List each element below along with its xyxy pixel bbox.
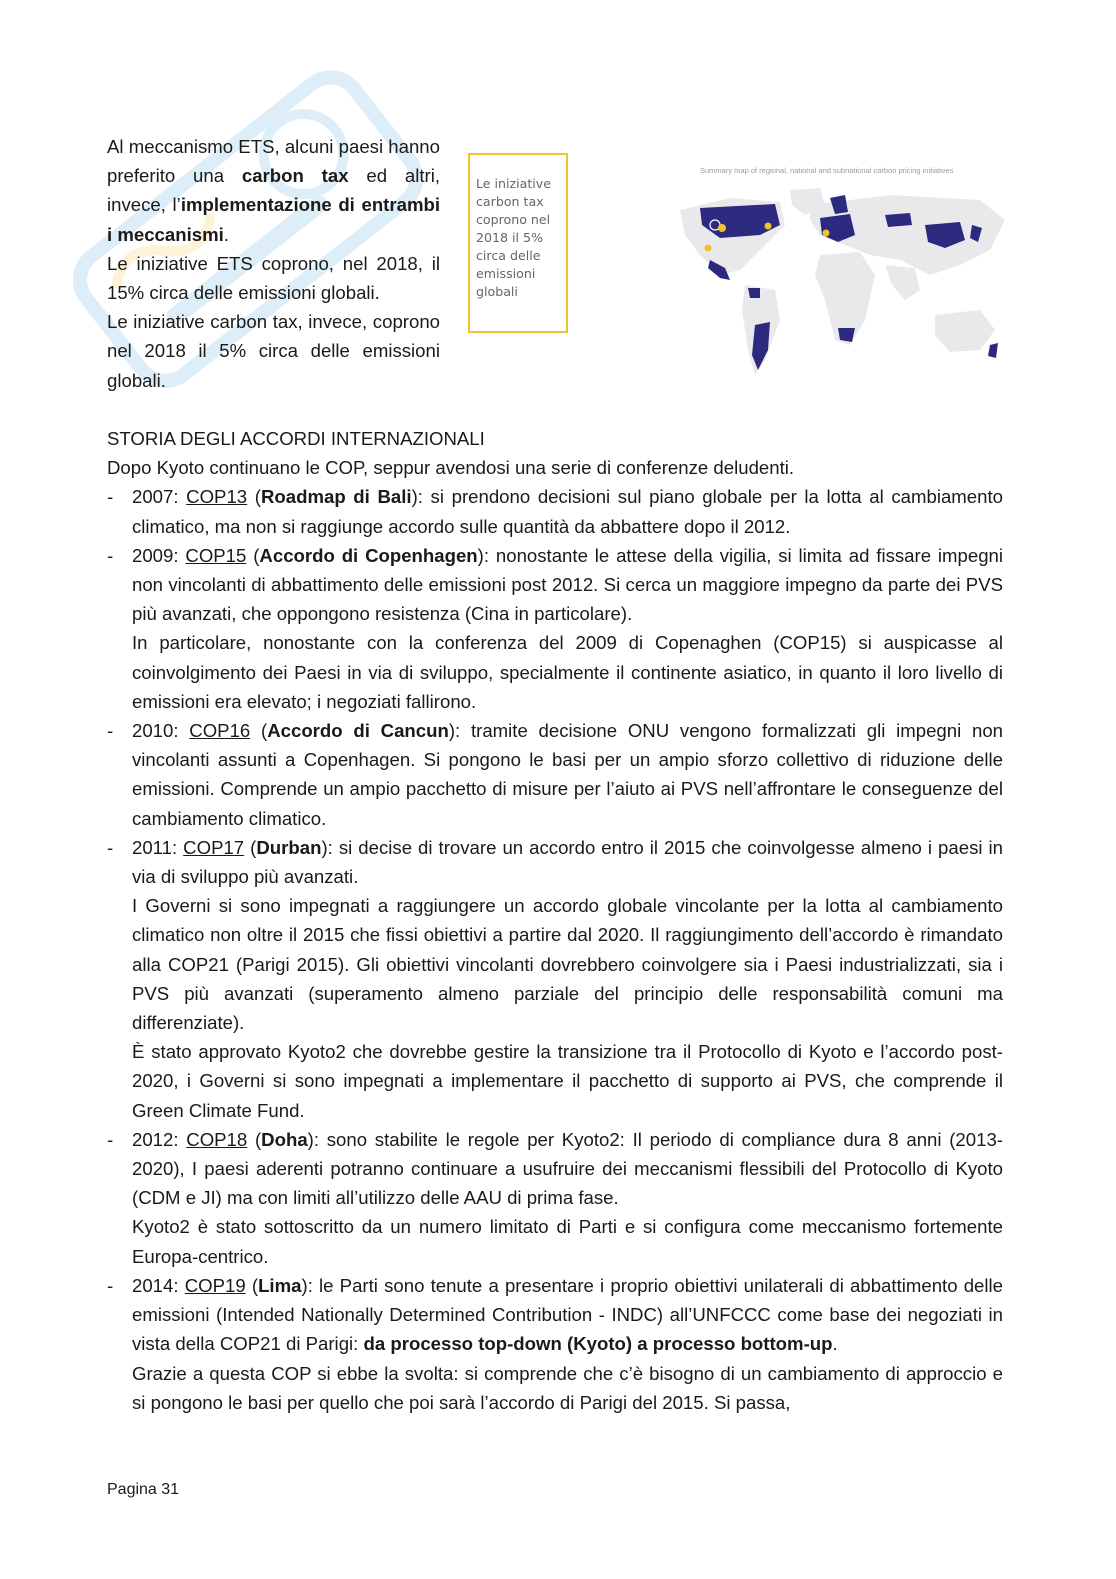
cop-link: COP18 <box>186 1128 248 1150</box>
conference-name: Doha <box>261 1128 308 1150</box>
list-item-2014 <box>107 1271 1003 1417</box>
item-paragraph: Kyoto2 è stato sottoscritto da un numero limitato di Parti e si configura come meccanismo fortemente Europa-centrico. <box>132 1216 1003 1267</box>
bold-conclusion: da processo top-down (Kyoto) a processo bottom-up <box>363 1333 833 1355</box>
bullet-dash: - <box>107 836 114 858</box>
item-text: 2007: COP13 (Roadmap di Bali): si prendono decisioni sul piano globale per la lotta al cambiamento climatico, ma non si raggiunge accordo sulle quantità da abbattere dopo il 2012. <box>132 486 1003 537</box>
cop-link: COP13 <box>186 486 248 508</box>
item-paragraph: Grazie a questa COP si ebbe la svolta: si comprende che c’è bisogno di un cambiamento di approccio e si pongono le basi per quello che poi sarà l’accordo di Parigi del 2015. Si passa, <box>132 1362 1003 1413</box>
conference-name: Accordo di Copenhagen <box>259 544 478 566</box>
cop-link: COP15 <box>185 544 247 566</box>
list-item-2011 <box>107 833 1003 1125</box>
world-map-graphic <box>660 180 1010 388</box>
map-kazakhstan-pricing <box>885 213 912 227</box>
item-text: 2009: COP15 (Accordo di Copenhagen): nonostante le attese della vigilia, si limita ad fissare impegni non vincolanti di abbattimento delle emissioni post 2012. Si cerca un maggiore impegno da parte dei PVS più avanzati, che oppongono resistenza (Cina in particolare). <box>132 544 1004 625</box>
map-colombia-pricing <box>748 288 760 298</box>
map-marker-quebec <box>765 223 772 230</box>
list-item-2012 <box>107 1125 1003 1271</box>
bullet-dash: - <box>107 1128 114 1150</box>
cop-link: COP19 <box>184 1274 246 1296</box>
intro-sentence-1: Al meccanismo ETS, alcuni paesi hanno preferito una carbon tax ed altri, invece, l’implementazione di entrambi i meccanismi. <box>107 136 441 245</box>
callout-text: Le iniziative carbon tax coprono nel 2018 il 5% circa delle emissioni globali <box>476 176 551 299</box>
bullet-dash: - <box>107 544 114 566</box>
list-item-2009 <box>107 541 1003 716</box>
conference-name: Accordo di Cancun <box>267 720 449 742</box>
list-item-2007 <box>107 482 1003 540</box>
bullet-dash: - <box>107 486 114 508</box>
cop-link: COP17 <box>183 836 245 858</box>
item-text: 2011: COP17 (Durban): si decise di trovare un accordo entro il 2015 che coinvolgesse almeno i paesi in via di sviluppo più avanzati. <box>132 836 1003 888</box>
bullet-dash: - <box>107 1274 114 1296</box>
conference-name: Lima <box>258 1274 302 1296</box>
item-text: 2014: COP19 (Lima): le Parti sono tenute a presentare i proprio obiettivi unilaterali di abbattimento delle emissioni (Intended Nationally Determined Contribution - INDC) all’UNFCCC come base dei negoziati in vista della COP21 di Parigi: da processo top-down (Kyoto) a processo bottom-up. <box>132 1274 1003 1355</box>
map-marker-alberta <box>718 224 726 232</box>
cop-timeline <box>107 482 1003 1417</box>
map-oceania <box>935 310 995 352</box>
section-heading: STORIA DEGLI ACCORDI INTERNAZIONALI <box>107 428 485 449</box>
main-content <box>107 424 1003 1417</box>
callout-box <box>468 153 568 333</box>
section-intro: Dopo Kyoto continuano le COP, seppur avendosi una serie di conferenze deludenti. <box>107 457 795 479</box>
map-marker-california <box>705 245 712 252</box>
conference-name: Roadmap di Bali <box>260 486 412 508</box>
intro-sentence-3: Le iniziative carbon tax, invece, coprono nel 2018 il 5% circa delle emissioni globali. <box>107 311 440 391</box>
cop-link: COP16 <box>189 720 251 742</box>
conference-name: Durban <box>256 836 322 858</box>
item-paragraph: In particolare, nonostante con la conferenza del 2009 di Copenaghen (COP15) si auspicasse al coinvolgimento dei Paesi in via di sviluppo, specialmente il continente asiatico, in quanto il loro livello di emissioni era elevato; i negoziati fallirono. <box>132 632 1003 712</box>
item-text: 2010: COP16 (Accordo di Cancun): tramite decisione ONU vengono formalizzati gli impegni non vincolanti assunti a Copenhagen. Si pongono le basi per un ampio sforzo collettivo di riduzione delle emissioni. Comprende un ampio pacchetto di misure per l’aiuto ai PVS nell’affrontare le conseguenze del cambiamento climatico. <box>132 720 1003 829</box>
item-text: 2012: COP18 (Doha): sono stabilite le regole per Kyoto2: Il periodo di compliance dura 8 anni (2013-2020), I paesi aderenti potranno continuare a usufruire dei meccanismi flessibili del Protocollo di Kyoto (CDM e JI) ma con limiti all’utilizzo delle AAU di prima fase. <box>132 1128 1003 1209</box>
bullet-dash: - <box>107 720 114 742</box>
map-south-asia <box>885 265 920 300</box>
intro-paragraph <box>107 132 440 395</box>
page-number: Pagina 31 <box>107 1481 180 1498</box>
carbon-pricing-map <box>660 160 1010 388</box>
intro-sentence-2: Le iniziative ETS coprono, nel 2018, il 15% circa delle emissioni globali. <box>107 252 440 304</box>
list-item-2010 <box>107 716 1003 833</box>
item-paragraph: I Governi si sono impegnati a raggiungere un accordo globale vincolante per la lotta al cambiamento climatico non oltre il 2015 che fissi obiettivi a partire dal 2020. Il raggiungimento dell’accordo è rimandato alla COP21 (Parigi 2015). Gli obiettivi vincolanti dovrebbero coinvolgere sia i Paesi industrializzati, sia i PVS più avanzati (superamento almeno parziale del principio delle responsabilità comuni ma differenziate). <box>132 895 1003 1034</box>
map-nz-pricing <box>988 343 998 358</box>
map-title: Summary map of regional, national and subnational carbon pricing initiatives <box>700 166 954 175</box>
item-paragraph: È stato approvato Kyoto2 che dovrebbe gestire la transizione tra il Protocollo di Kyoto e l’accordo post-2020, i Governi si sono impegnati a implementare il pacchetto di supporto ai PVS, che comprende il Green Climate Fund. <box>132 1041 1003 1121</box>
map-marker-spain <box>823 230 830 237</box>
